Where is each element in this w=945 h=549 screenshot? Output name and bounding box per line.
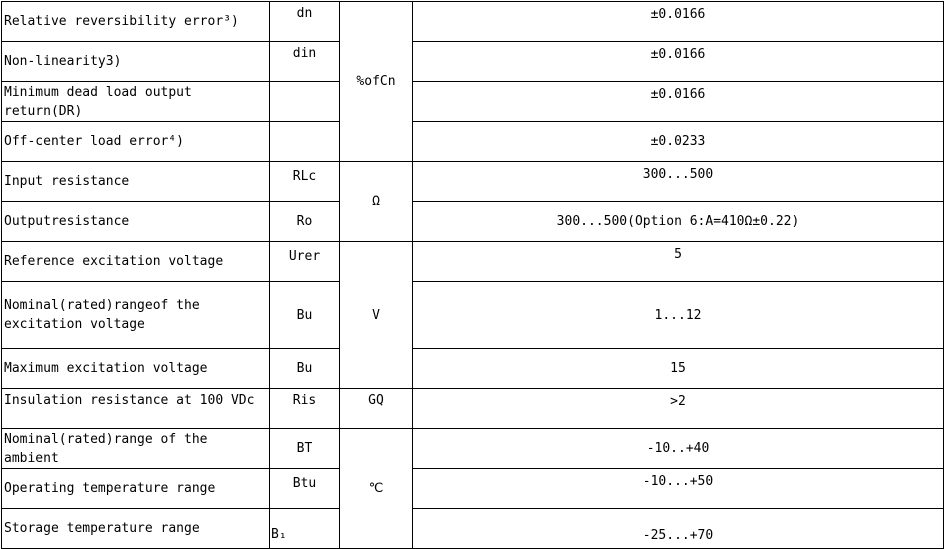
symbol-cell: B₁ <box>270 509 340 549</box>
value-cell: 300...500 <box>413 162 944 202</box>
specification-table <box>1 1 944 549</box>
parameter-label: Reference excitation voltage <box>2 242 270 282</box>
table-row <box>2 389 944 429</box>
unit-cell: ℃ <box>340 429 413 549</box>
parameter-label: Relative reversibility error³) <box>2 2 270 42</box>
value-cell: 15 <box>413 349 944 389</box>
symbol-cell <box>270 122 340 162</box>
table-row <box>2 509 944 549</box>
symbol-cell: Btu <box>270 469 340 509</box>
table-row <box>2 349 944 389</box>
parameter-label: Outputresistance <box>2 202 270 242</box>
unit-cell: GQ <box>340 389 413 429</box>
value-cell: ±0.0166 <box>413 2 944 42</box>
parameter-label: Off-center load error⁴) <box>2 122 270 162</box>
symbol-cell: Bu <box>270 282 340 349</box>
unit-cell: Ω <box>340 162 413 242</box>
table-row <box>2 202 944 242</box>
symbol-cell: dn <box>270 2 340 42</box>
parameter-label: Maximum excitation voltage <box>2 349 270 389</box>
value-cell: -10...+50 <box>413 469 944 509</box>
table-row <box>2 429 944 469</box>
symbol-cell: Ro <box>270 202 340 242</box>
unit-cell: %ofCn <box>340 2 413 162</box>
parameter-label: Insulation resistance at 100 VDc <box>2 389 270 429</box>
table-row <box>2 122 944 162</box>
value-cell: >2 <box>413 389 944 429</box>
unit-cell: V <box>340 242 413 389</box>
symbol-cell: BT <box>270 429 340 469</box>
value-cell: 5 <box>413 242 944 282</box>
parameter-label: Operating temperature range <box>2 469 270 509</box>
parameter-label: Non-linearity3) <box>2 42 270 82</box>
symbol-cell <box>270 82 340 122</box>
parameter-label: Nominal(rated)range of the ambient <box>2 429 270 469</box>
value-cell: -10..+40 <box>413 429 944 469</box>
value-cell: -25...+70 <box>413 509 944 549</box>
table-row <box>2 82 944 122</box>
symbol-cell: Ris <box>270 389 340 429</box>
symbol-cell: din <box>270 42 340 82</box>
table-row <box>2 242 944 282</box>
table-row <box>2 42 944 82</box>
value-cell: 1...12 <box>413 282 944 349</box>
table-row <box>2 282 944 349</box>
symbol-cell: Urer <box>270 242 340 282</box>
table-row <box>2 469 944 509</box>
parameter-label: Minimum dead load output return(DR) <box>2 82 270 122</box>
value-cell: 300...500(Option 6:A=410Ω±0.22) <box>413 202 944 242</box>
symbol-cell: Bu <box>270 349 340 389</box>
value-cell: ±0.0233 <box>413 122 944 162</box>
table-row <box>2 2 944 42</box>
table-row <box>2 162 944 202</box>
value-cell: ±0.0166 <box>413 42 944 82</box>
value-cell: ±0.0166 <box>413 82 944 122</box>
parameter-label: Input resistance <box>2 162 270 202</box>
parameter-label: Storage temperature range <box>2 509 270 549</box>
symbol-cell: RLc <box>270 162 340 202</box>
parameter-label: Nominal(rated)rangeof the excitation voltage <box>2 282 270 349</box>
